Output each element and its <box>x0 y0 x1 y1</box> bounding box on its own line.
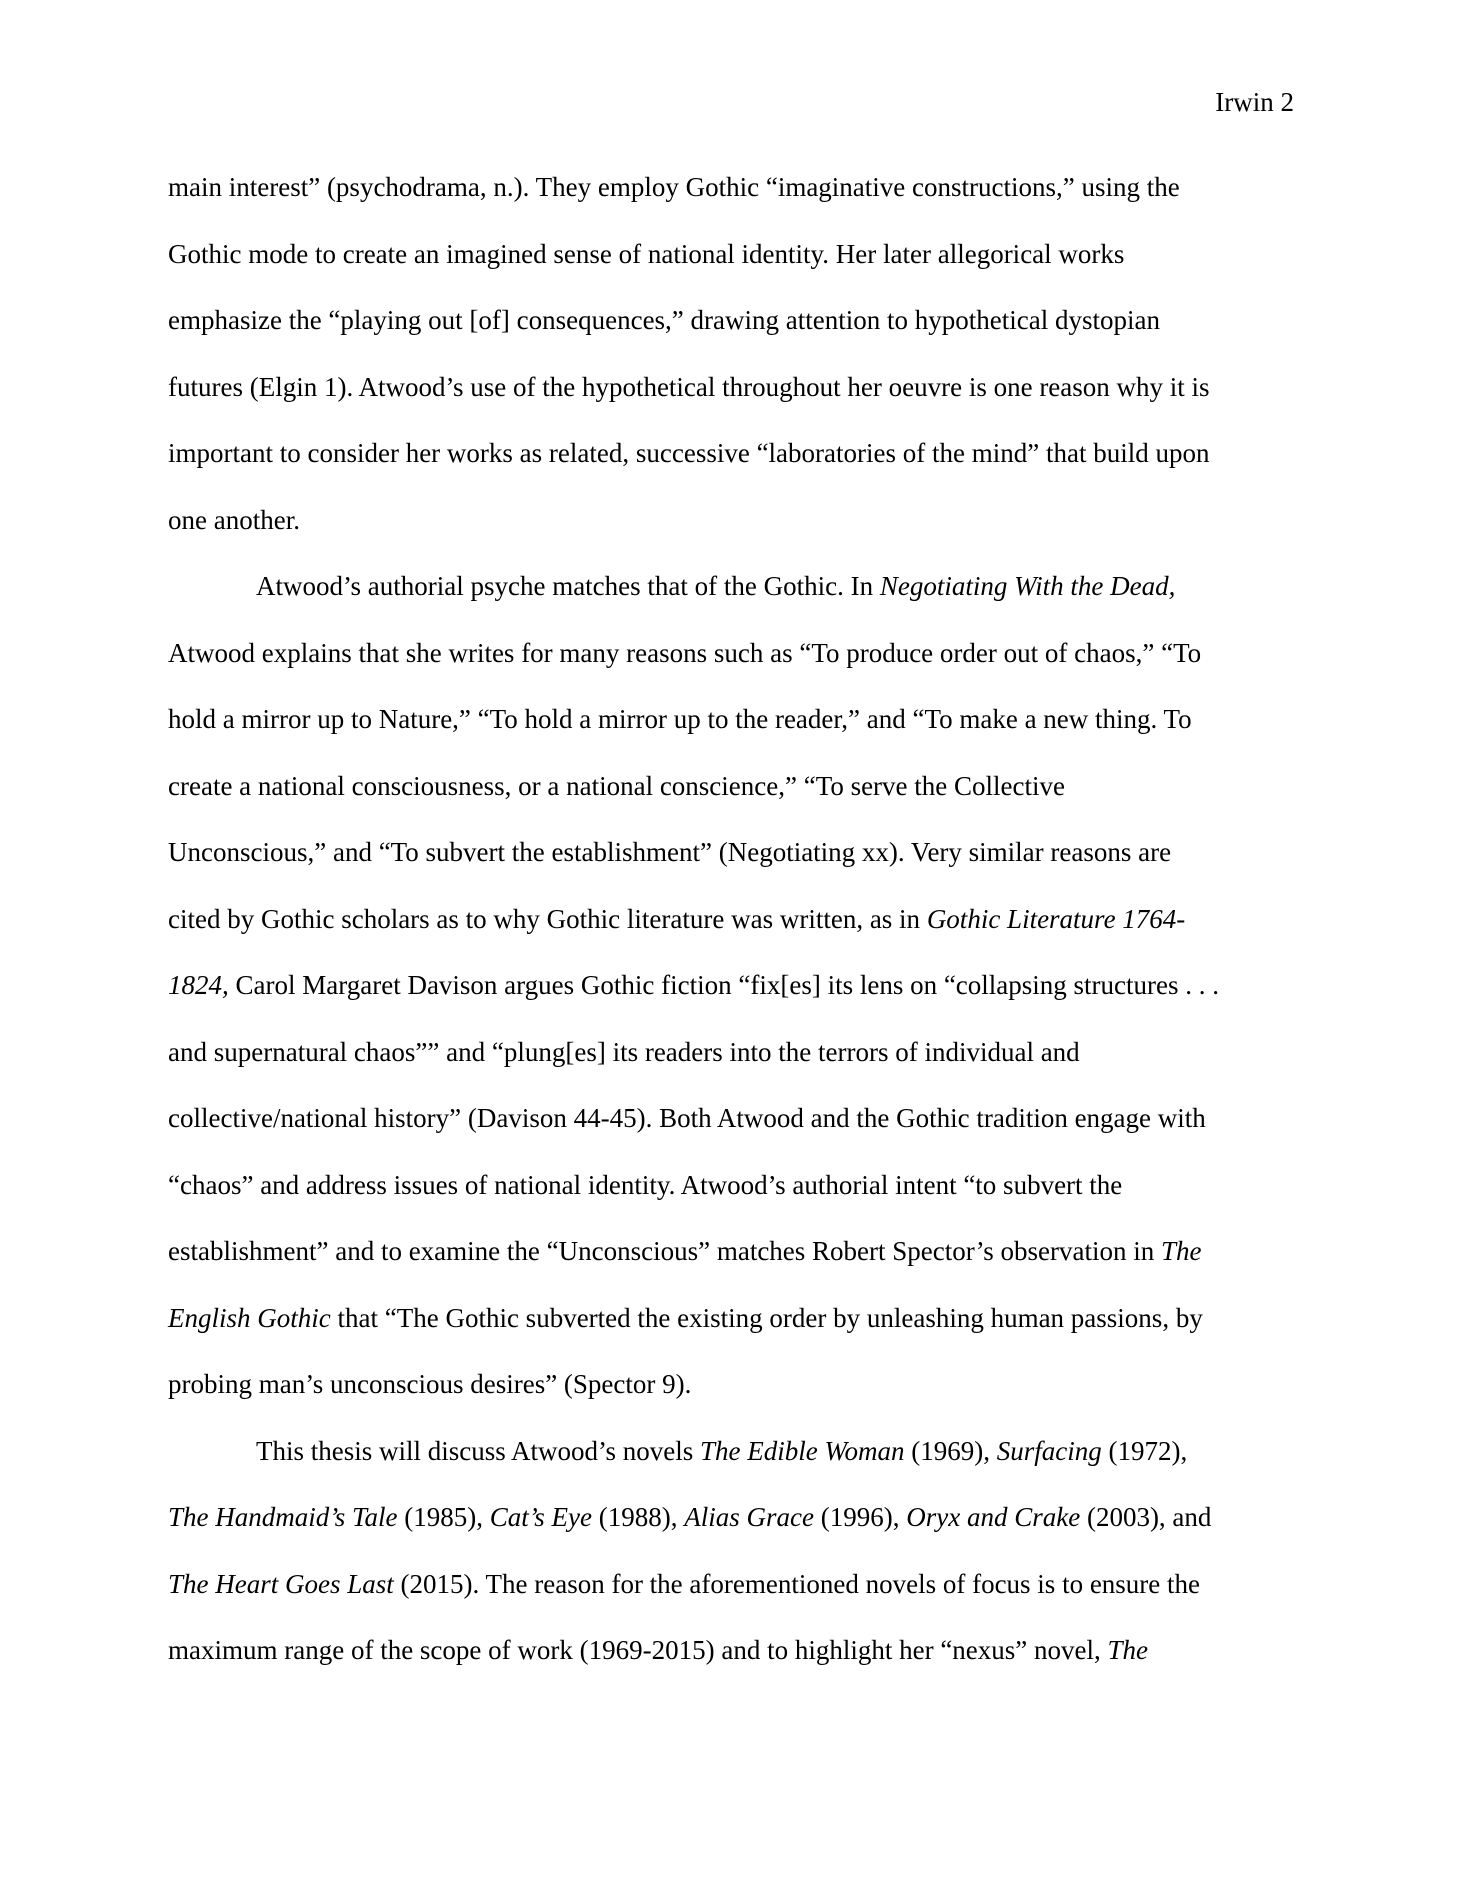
body-text-segment: Gothic mode to create an imagined sense of national identity. Her later allegorical works <box>168 238 1125 269</box>
body-text-segment: main interest” (psychodrama, n.). They employ Gothic “imaginative constructions,” using the <box>168 172 1180 202</box>
text-line <box>168 965 1298 1032</box>
body-text-segment: (1988), <box>592 1502 685 1532</box>
italic-title-text: The Heart Goes Last <box>168 1568 394 1599</box>
italic-title-text: Negotiating With the Dead, <box>879 571 1176 601</box>
body-text <box>168 167 1298 1697</box>
text-line <box>168 1231 1298 1298</box>
body-text-segment: important to consider her works as related, successive “laboratories of the mind” that build upon <box>168 438 1210 468</box>
body-text-segment: emphasize the “playing out [of] consequences,” drawing attention to hypothetical dystopian <box>168 305 1160 335</box>
body-text-segment: collective/national history” (Davison 44-45). Both Atwood and the Gothic tradition engage with <box>168 1103 1206 1133</box>
body-text-segment: establishment” and to examine the “Unconscious” matches Robert Spector’s observation in <box>168 1236 1161 1266</box>
text-line <box>168 899 1298 966</box>
text-line <box>168 1431 1298 1498</box>
body-text-segment: This thesis will discuss Atwood’s novels <box>256 1435 701 1466</box>
text-line <box>168 633 1298 700</box>
body-text-segment: create a national consciousness, or a national conscience,” “To serve the Collective <box>168 770 1065 801</box>
italic-title-text: Gothic Literature 1764- <box>926 903 1186 934</box>
italic-title-text: Alias Grace <box>684 1502 814 1532</box>
italic-title-text: The Edible Woman <box>700 1435 905 1466</box>
text-line <box>168 234 1298 301</box>
body-text-segment: (2003), and <box>1080 1502 1212 1532</box>
text-line <box>168 1497 1298 1564</box>
body-text-segment: “chaos” and address issues of national identity. Atwood’s authorial intent “to subvert the <box>168 1169 1123 1200</box>
body-text-segment: (2015). The reason for the aforementioned novels of focus is to ensure the <box>393 1568 1201 1599</box>
text-line <box>168 766 1298 833</box>
text-line <box>168 367 1298 434</box>
running-head: Irwin 2 <box>1215 87 1294 117</box>
italic-title-text: Cat’s Eye <box>489 1502 593 1532</box>
italic-title-text: The <box>1161 1236 1202 1266</box>
body-text-segment: that “The Gothic subverted the existing order by unleashing human passions, by <box>330 1302 1203 1333</box>
text-line <box>168 1564 1298 1631</box>
body-text-segment: and supernatural chaos”” and “plung[es] its readers into the terrors of individual and <box>168 1036 1080 1067</box>
body-text-segment: Atwood explains that she writes for many reasons such as “To produce order out of chaos,” “To <box>168 637 1202 668</box>
body-text-segment: (1985), <box>397 1502 490 1532</box>
text-line <box>168 1298 1298 1365</box>
body-text-segment: maximum range of the scope of work (1969-2015) and to highlight her “nexus” novel, <box>168 1635 1108 1665</box>
text-line <box>168 832 1298 899</box>
italic-title-text: English Gothic <box>168 1302 331 1333</box>
text-line <box>168 300 1298 367</box>
body-text-segment: probing man’s unconscious desires” (Spector 9). <box>168 1369 692 1399</box>
italic-title-text: The Handmaid’s Tale <box>168 1502 398 1532</box>
body-text-segment: (1969), <box>904 1435 997 1466</box>
text-line <box>168 1165 1298 1232</box>
text-line <box>168 1032 1298 1099</box>
body-text-segment: hold a mirror up to Nature,” “To hold a mirror up to the reader,” and “To make a new thing. To <box>168 704 1192 734</box>
italic-title-text: Oryx and Crake <box>906 1502 1081 1532</box>
text-line <box>168 1098 1298 1165</box>
body-text-segment: (1996), <box>814 1502 907 1532</box>
body-text-segment: cited by Gothic scholars as to why Gothic literature was written, as in <box>168 903 927 934</box>
text-line <box>168 433 1298 500</box>
italic-title-text: Surfacing <box>996 1435 1102 1466</box>
italic-title-text: The <box>1107 1635 1149 1665</box>
text-line <box>168 699 1298 766</box>
text-line <box>168 167 1298 234</box>
body-text-segment: one another. <box>168 504 300 535</box>
text-line <box>168 1630 1298 1697</box>
italic-title-text: 1824, <box>168 970 229 1000</box>
body-text-segment: Unconscious,” and “To subvert the establishment” (Negotiating xx). Very similar reasons are <box>168 837 1172 867</box>
text-line <box>168 1364 1298 1431</box>
body-text-segment: futures (Elgin 1). Atwood’s use of the hypothetical throughout her oeuvre is one reason why it is <box>168 371 1210 402</box>
text-line <box>168 500 1298 567</box>
body-text-segment: Carol Margaret Davison argues Gothic fiction “fix[es] its lens on “collapsing structures . . . <box>228 970 1220 1000</box>
body-text-segment: (1972), <box>1101 1435 1188 1466</box>
text-line <box>168 566 1298 633</box>
body-text-segment: Atwood’s authorial psyche matches that of the Gothic. In <box>256 571 880 601</box>
